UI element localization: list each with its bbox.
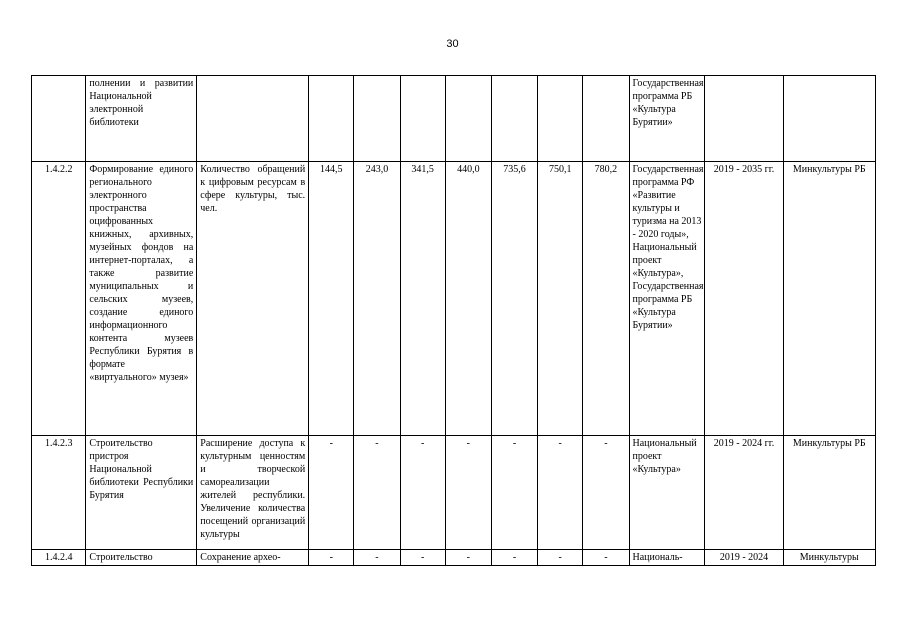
row-number: 1.4.2.4 [32, 550, 86, 566]
term-cell: 2019 - 2024 гг. [705, 436, 783, 550]
indicator-cell: Сохранение архео- [197, 550, 309, 566]
indicator-cell: Расширение доступа к культурным ценностям и творческой самореализации жителей республики. Увеличение количества посещений организаций культуры [197, 436, 309, 550]
row-number [32, 76, 86, 162]
value-cell: - [491, 550, 537, 566]
value-cell [400, 76, 445, 162]
activity-cell: Строительство пристроя Национальной библиотеки Республики Бурятия [86, 436, 197, 550]
value-cell: - [583, 550, 629, 566]
term-cell: 2019 - 2024 [705, 550, 783, 566]
value-cell: 780,2 [583, 162, 629, 436]
value-cell: - [354, 436, 400, 550]
indicator-cell: Количество обращений к цифровым ресурсам в сфере культуры, тыс. чел. [197, 162, 309, 436]
page-number: 30 [446, 38, 459, 50]
term-cell: 2019 - 2035 гг. [705, 162, 783, 436]
value-cell [309, 76, 354, 162]
activity-cell: Строительство [86, 550, 197, 566]
table-row [32, 76, 876, 162]
value-cell: 243,0 [354, 162, 400, 436]
activities-table [31, 75, 876, 566]
value-cell: 735,6 [491, 162, 537, 436]
value-cell: - [491, 436, 537, 550]
value-cell: 144,5 [309, 162, 354, 436]
value-cell: - [309, 550, 354, 566]
value-cell [445, 76, 491, 162]
program-cell: Государственная программа РФ «Развитие культуры и туризма на 2013 - 2020 годы», Национальный проект «Культура», Государственная программа РБ «Культура Бурятии» [629, 162, 705, 436]
executor-cell: Минкультуры [783, 550, 875, 566]
value-cell: 440,0 [445, 162, 491, 436]
activity-cell: Формирование единого регионального электронного пространства оцифрованных книжных, архивных, музейных фондов на интернет-порталах, а также развитие муниципальных и сельских музеев, создание единого информационного контента музеев Республики Бурятия в формате «виртуального» музея» [86, 162, 197, 436]
table-row [32, 162, 876, 436]
value-cell: - [309, 436, 354, 550]
value-cell: - [400, 436, 445, 550]
program-cell: Националь- [629, 550, 705, 566]
program-cell: Государственная программа РБ «Культура Бурятии» [629, 76, 705, 162]
value-cell: - [354, 550, 400, 566]
value-cell: - [538, 436, 583, 550]
table-row [32, 550, 876, 566]
value-cell: - [583, 436, 629, 550]
row-number: 1.4.2.3 [32, 436, 86, 550]
value-cell [354, 76, 400, 162]
term-cell [705, 76, 783, 162]
value-cell [583, 76, 629, 162]
value-cell: - [445, 436, 491, 550]
executor-cell: Минкультуры РБ [783, 436, 875, 550]
executor-cell [783, 76, 875, 162]
value-cell: 750,1 [538, 162, 583, 436]
value-cell: - [538, 550, 583, 566]
value-cell [491, 76, 537, 162]
activity-cell: полнении и развитии Национальной электронной библиотеки [86, 76, 197, 162]
program-cell: Национальный проект «Культура» [629, 436, 705, 550]
indicator-cell [197, 76, 309, 162]
executor-cell: Минкультуры РБ [783, 162, 875, 436]
value-cell: 341,5 [400, 162, 445, 436]
value-cell: - [400, 550, 445, 566]
value-cell [538, 76, 583, 162]
value-cell: - [445, 550, 491, 566]
row-number: 1.4.2.2 [32, 162, 86, 436]
table-row [32, 436, 876, 550]
